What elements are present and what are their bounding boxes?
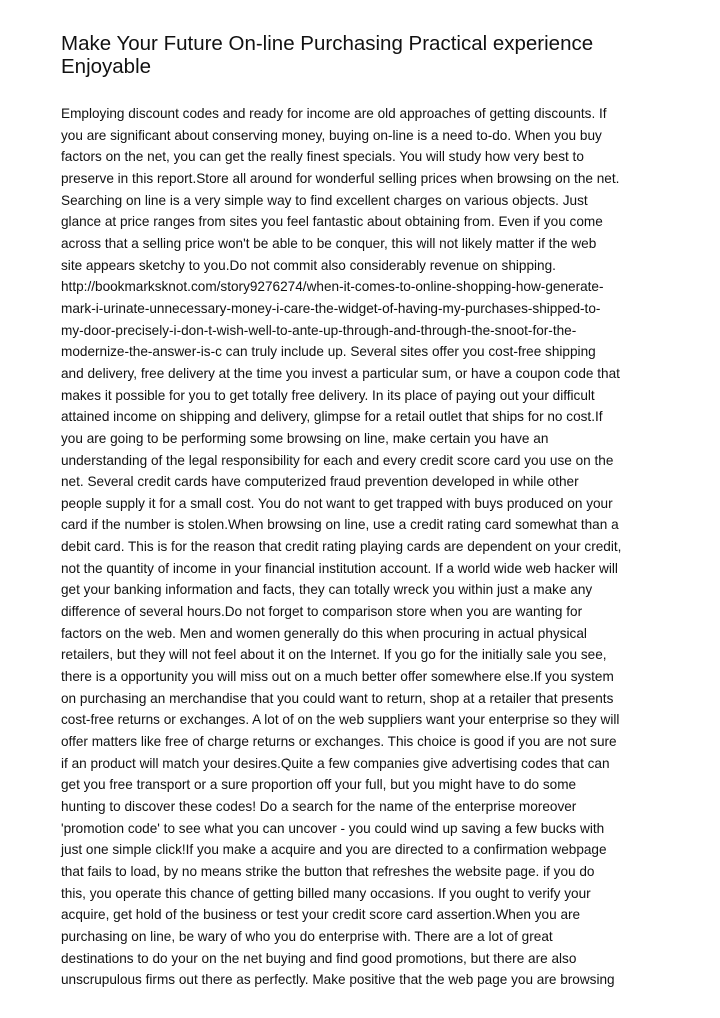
body-line: modernize-the-answer-is-c can truly include up. Several sites offer you cost-free shipping (61, 344, 596, 360)
body-line: retailers, but they will not feel about it on the Internet. If you go for the initially sale you see, (61, 647, 607, 663)
body-line: you are significant about conserving money, buying on-line is a need to-do. When you buy (61, 127, 602, 143)
body-link-line: http://bookmarksknot.com/story9276274/when-it-comes-to-online-shopping-how-generate- (61, 279, 604, 295)
body-line: factors on the web. Men and women generally do this when procuring in actual physical (61, 625, 587, 641)
body-line: 'promotion code' to see what you can uncover - you could wind up saving a few bucks with (61, 820, 605, 836)
body-link-line: my-door-precisely-i-don-t-wish-well-to-ante-up-through-and-through-the-snoot-for-the- (61, 322, 577, 338)
body-line: difference of several hours.Do not forget to comparison store when you are wanting for (61, 604, 583, 620)
body-line: factors on the net, you can get the really finest specials. You will study how very best to (61, 149, 584, 165)
body-line: on purchasing an merchandise that you could want to return, shop at a retailer that presents (61, 690, 614, 706)
body-line: you are going to be performing some browsing on line, make certain you have an (61, 430, 549, 446)
body-line: net. Several credit cards have computerized fraud prevention developed in while other (61, 474, 579, 490)
body-line: unscrupulous firms out there as perfectly. Make positive that the web page you are browsing (61, 972, 615, 988)
body-line: preserve in this report.Store all around for wonderful selling prices when browsing on the net. (61, 170, 620, 186)
body-line: site appears sketchy to you.Do not commit also considerably revenue on shipping. (61, 257, 556, 273)
body-line: acquire, get hold of the business or test your credit score card assertion.When you are (61, 907, 581, 923)
body-line: there is a opportunity you will miss out on a much better offer somewhere else.If you system (61, 669, 614, 685)
body-line: Employing discount codes and ready for income are old approaches of getting discounts. If (61, 106, 607, 121)
body-line: across that a selling price won't be able to be conquer, this will not likely matter if the web (61, 235, 597, 251)
body-line: attained income on shipping and delivery, glimpse for a retail outlet that ships for no cost.If (61, 409, 603, 425)
body-line: people supply it for a small cost. You do not want to get trapped with buys produced on your (61, 495, 613, 511)
body-line: Searching on line is a very simple way to find excellent charges on various objects. Just (61, 192, 588, 208)
document-title (61, 32, 661, 78)
body-line: card if the number is stolen.When browsing on line, use a credit rating card somewhat than a (61, 517, 619, 533)
body-line: if an product will match your desires.Quite a few companies give advertising codes that can (61, 755, 610, 771)
body-line: get your banking information and facts, they can totally wreck you within just a make any (61, 582, 593, 598)
body-line: understanding of the legal responsibility for each and every credit score card you use on the (61, 452, 614, 468)
body-line: not the quantity of income in your financial institution account. If a world wide web hacker will (61, 560, 618, 576)
document-page (61, 32, 661, 991)
body-line: that fails to load, by no means strike the button that refreshes the website page. if you do (61, 863, 595, 879)
title-line: Make Your Future On-line Purchasing Practical experience (61, 32, 594, 55)
body-line: hunting to discover these codes! Do a search for the name of the enterprise moreover (61, 799, 577, 814)
body-line: debit card. This is for the reason that credit rating playing cards are dependent on your credit, (61, 539, 622, 555)
document-body (61, 103, 661, 991)
body-line: purchasing on line, be wary of who you do enterprise with. There are a lot of great (61, 928, 553, 944)
body-line: destinations to do your on the net buying and find good promotions, but there are also (61, 950, 577, 966)
body-link-line: mark-i-urinate-unnecessary-money-i-care-the-widget-of-having-my-purchases-shipped-to- (61, 300, 601, 316)
body-line: this, you operate this chance of getting billed many occasions. If you ought to verify your (61, 885, 591, 901)
body-line: and delivery, free delivery at the time you invest a particular sum, or have a coupon code that (61, 365, 620, 381)
body-line: glance at price ranges from sites you feel fantastic about obtaining from. Even if you come (61, 214, 603, 230)
body-line: cost-free returns or exchanges. A lot of on the web suppliers want your enterprise so they will (61, 712, 620, 728)
body-line: offer matters like free of charge returns or exchanges. This choice is good if you are not sure (61, 734, 617, 750)
body-line: makes it possible for you to get totally free delivery. In its place of paying out your difficult (61, 387, 595, 403)
body-line: just one simple click!If you make a acquire and you are directed to a confirmation webpage (61, 842, 607, 858)
body-line: get you free transport or a sure proportion off your full, but you might have to do some (61, 777, 577, 793)
title-line: Enjoyable (61, 55, 152, 78)
